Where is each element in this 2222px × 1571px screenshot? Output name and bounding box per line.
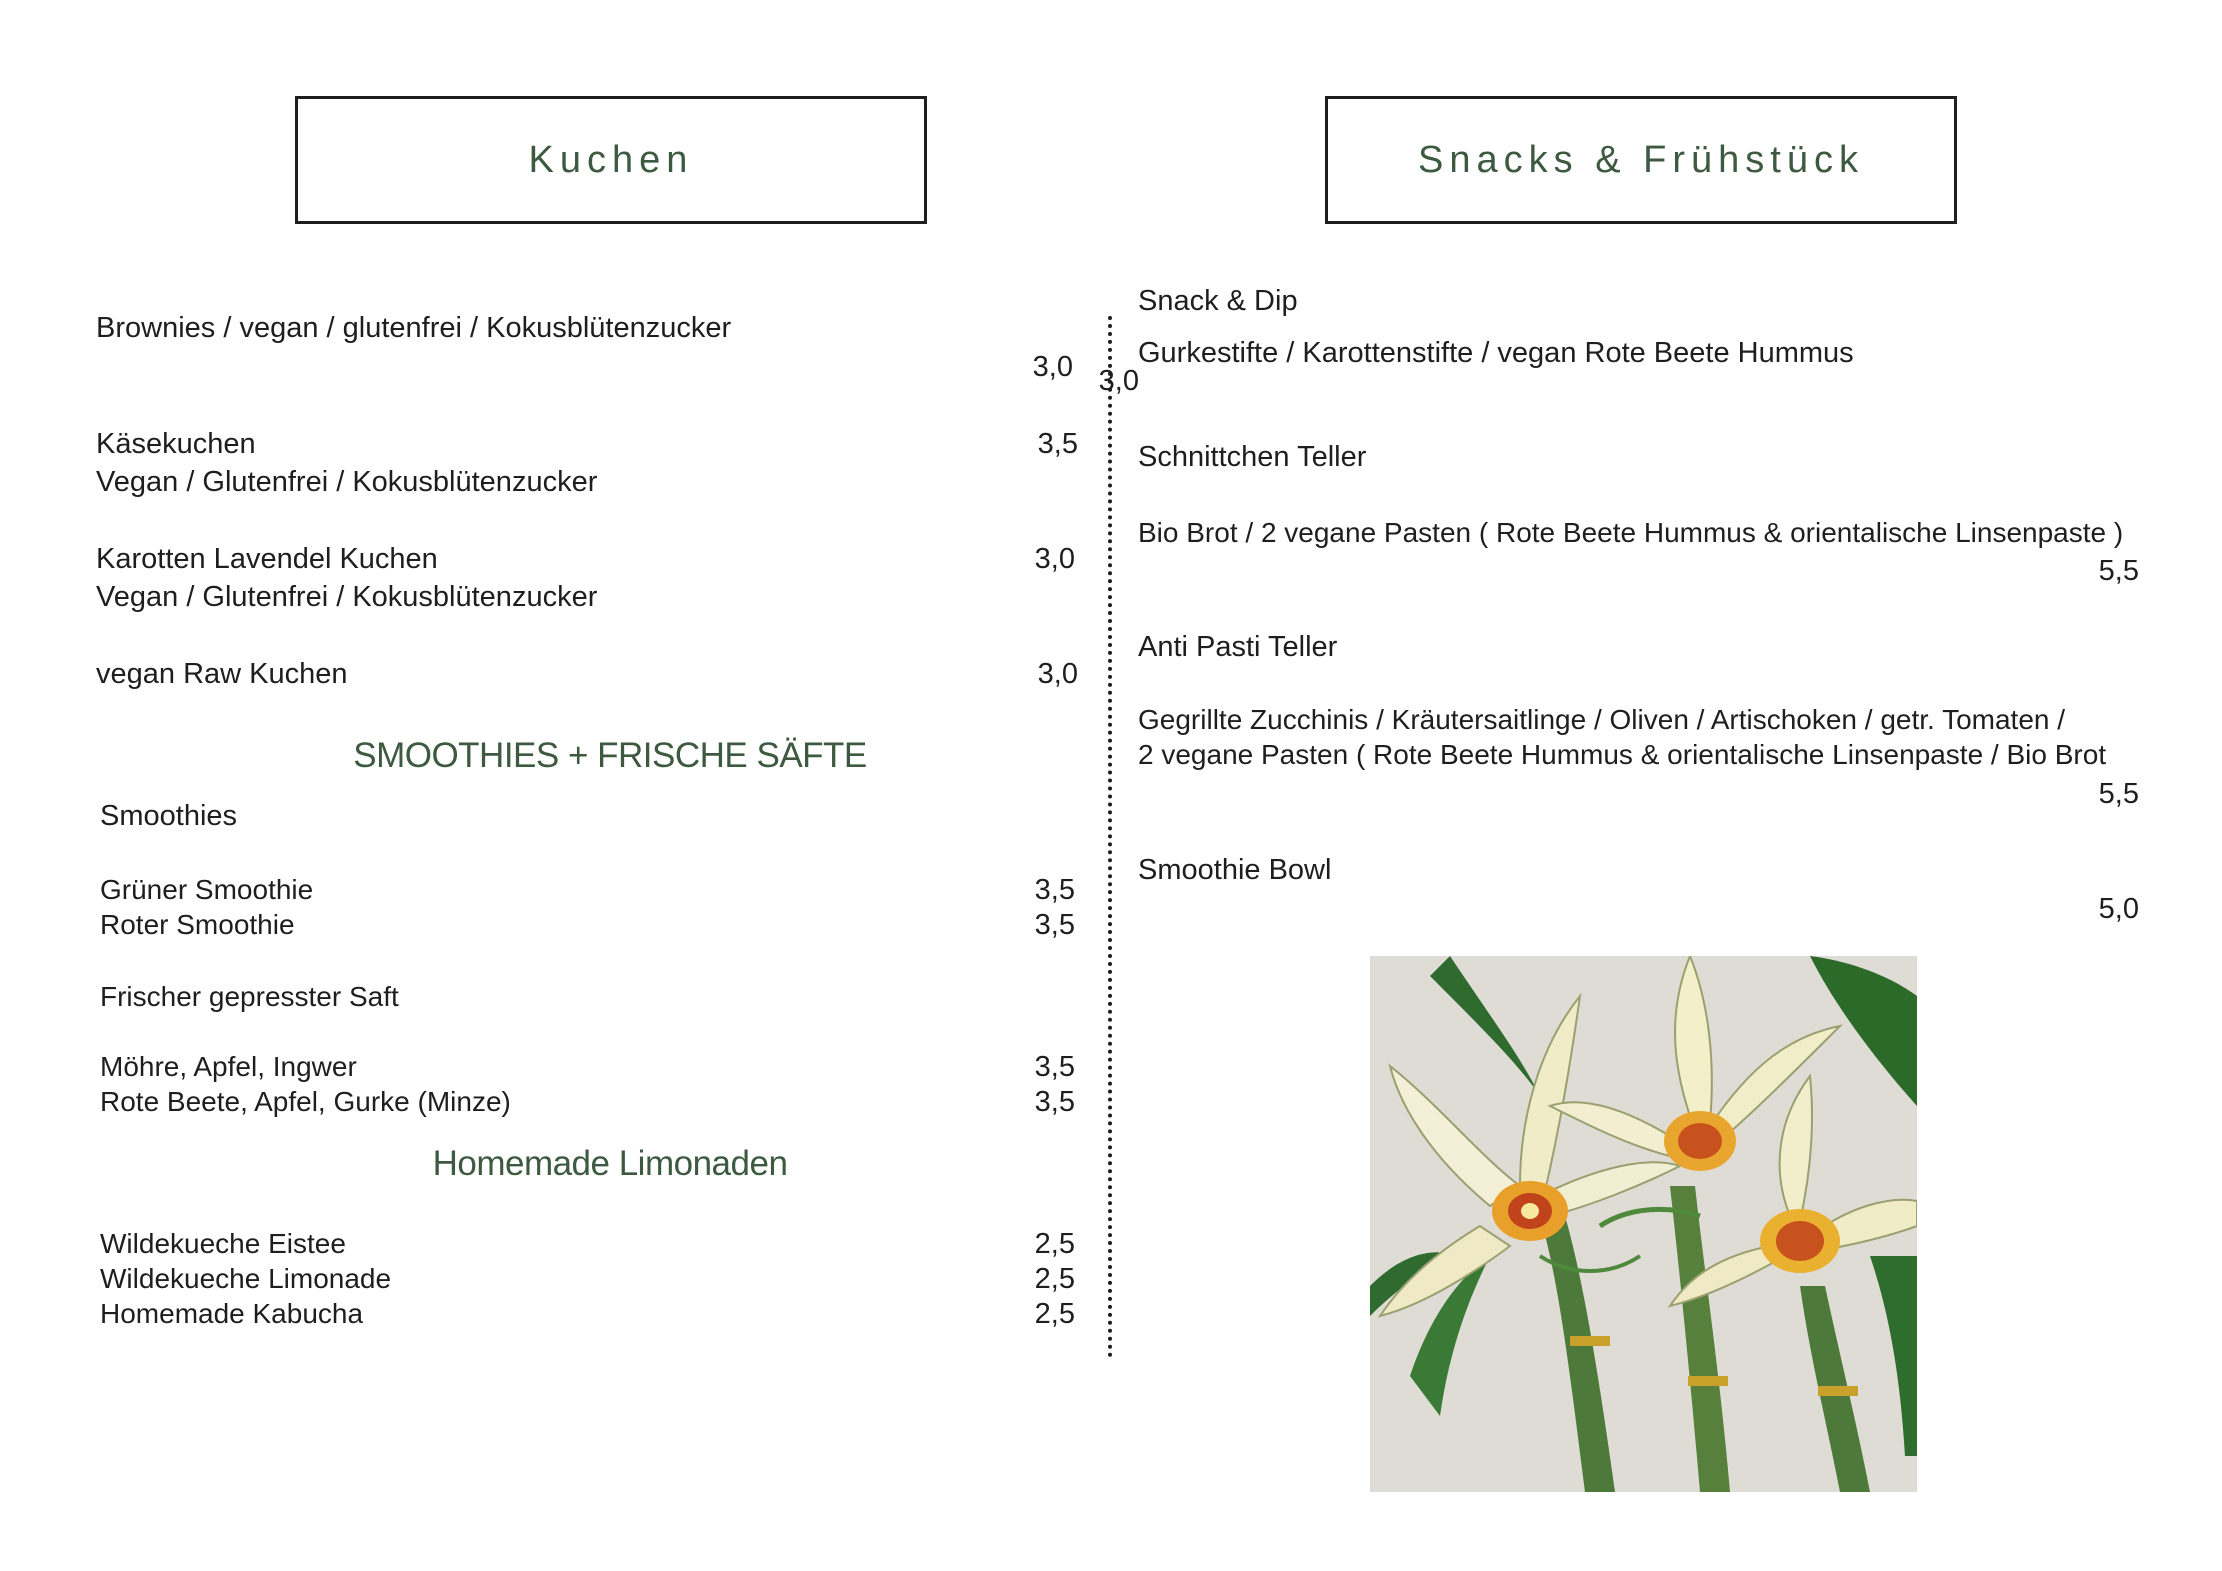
snack-item-name: Smoothie Bowl [1138, 854, 1332, 886]
snack-item-name: Snack & Dip [1138, 285, 1298, 317]
cake-item-price: 3,0 [1037, 658, 1078, 690]
cake-item-name: Brownies / vegan / glutenfrei / Kokusblütenzucker [96, 312, 732, 344]
juice-item-price: 3,5 [1034, 1051, 1075, 1083]
orchid-illustration [1370, 956, 1917, 1492]
juice-item-name: Möhre, Apfel, Ingwer [100, 1051, 357, 1082]
lemonade-item-price: 2,5 [1034, 1298, 1075, 1330]
cake-item-name: Käsekuchen [96, 428, 256, 460]
snack-item-name: Anti Pasti Teller [1138, 631, 1338, 663]
lemonade-section-title: Homemade Limonaden [432, 1144, 788, 1183]
lemonade-item-price: 2,5 [1034, 1263, 1075, 1295]
lemonade-item-price: 2,5 [1034, 1228, 1075, 1260]
cake-item-name: vegan Raw Kuchen [96, 658, 348, 690]
juice-label: Frischer gepresster Saft [100, 981, 399, 1012]
cake-item-price: 3,0 [1034, 543, 1075, 575]
snack-item-price: 5,0 [2098, 893, 2139, 925]
column-divider [1108, 316, 1112, 1358]
kuchen-header-box [295, 96, 927, 224]
snack-item-desc: Bio Brot / 2 vegane Pasten ( Rote Beete Hummus & orientalische Linsenpaste ) [1138, 517, 2124, 548]
smoothie-item-name: Roter Smoothie [100, 909, 295, 940]
kuchen-header-title: Kuchen [528, 138, 694, 181]
juice-item-name: Rote Beete, Apfel, Gurke (Minze) [100, 1086, 511, 1117]
cake-item-price: 3,5 [1037, 428, 1078, 460]
snack-item-price: 5,5 [2098, 555, 2139, 587]
cake-item-price: 3,0 [1032, 351, 1073, 383]
snack-item-desc: Gegrillte Zucchinis / Kräutersaitlinge / Oliven / Artischoken / getr. Tomaten / [1138, 704, 2066, 735]
lemonade-item-name: Wildekueche Limonade [100, 1263, 392, 1294]
juice-item-price: 3,5 [1034, 1086, 1075, 1118]
snack-item-price: 5,5 [2098, 778, 2139, 810]
smoothie-item-name: Grüner Smoothie [100, 874, 314, 905]
cake-item-name: Karotten Lavendel Kuchen [96, 543, 438, 575]
snack-item-desc: Gurkestifte / Karottenstifte / vegan Rote Beete Hummus [1138, 337, 1854, 369]
smoothies-label: Smoothies [100, 800, 238, 832]
orchid-icon [1370, 956, 1917, 1492]
snacks-header-box [1325, 96, 1957, 224]
lemonade-item-name: Homemade Kabucha [100, 1298, 364, 1329]
lemonade-item-name: Wildekueche Eistee [100, 1228, 346, 1259]
snack-item-name: Schnittchen Teller [1138, 441, 1367, 473]
snack-item-desc-2: 2 vegane Pasten ( Rote Beete Hummus & orientalische Linsenpaste / Bio Brot [1138, 739, 2107, 770]
cake-item-sub: Vegan / Glutenfrei / Kokusblütenzucker [96, 581, 598, 613]
smoothie-item-price: 3,5 [1034, 909, 1075, 941]
smoothie-item-price: 3,5 [1034, 874, 1075, 906]
cake-item-sub: Vegan / Glutenfrei / Kokusblütenzucker [96, 466, 598, 498]
snack-item-price: 3,0 [1098, 365, 1139, 397]
snacks-header-title: Snacks & Frühstück [1418, 138, 1864, 181]
smoothies-section-title: SMOOTHIES + FRISCHE SÄFTE [353, 736, 867, 775]
